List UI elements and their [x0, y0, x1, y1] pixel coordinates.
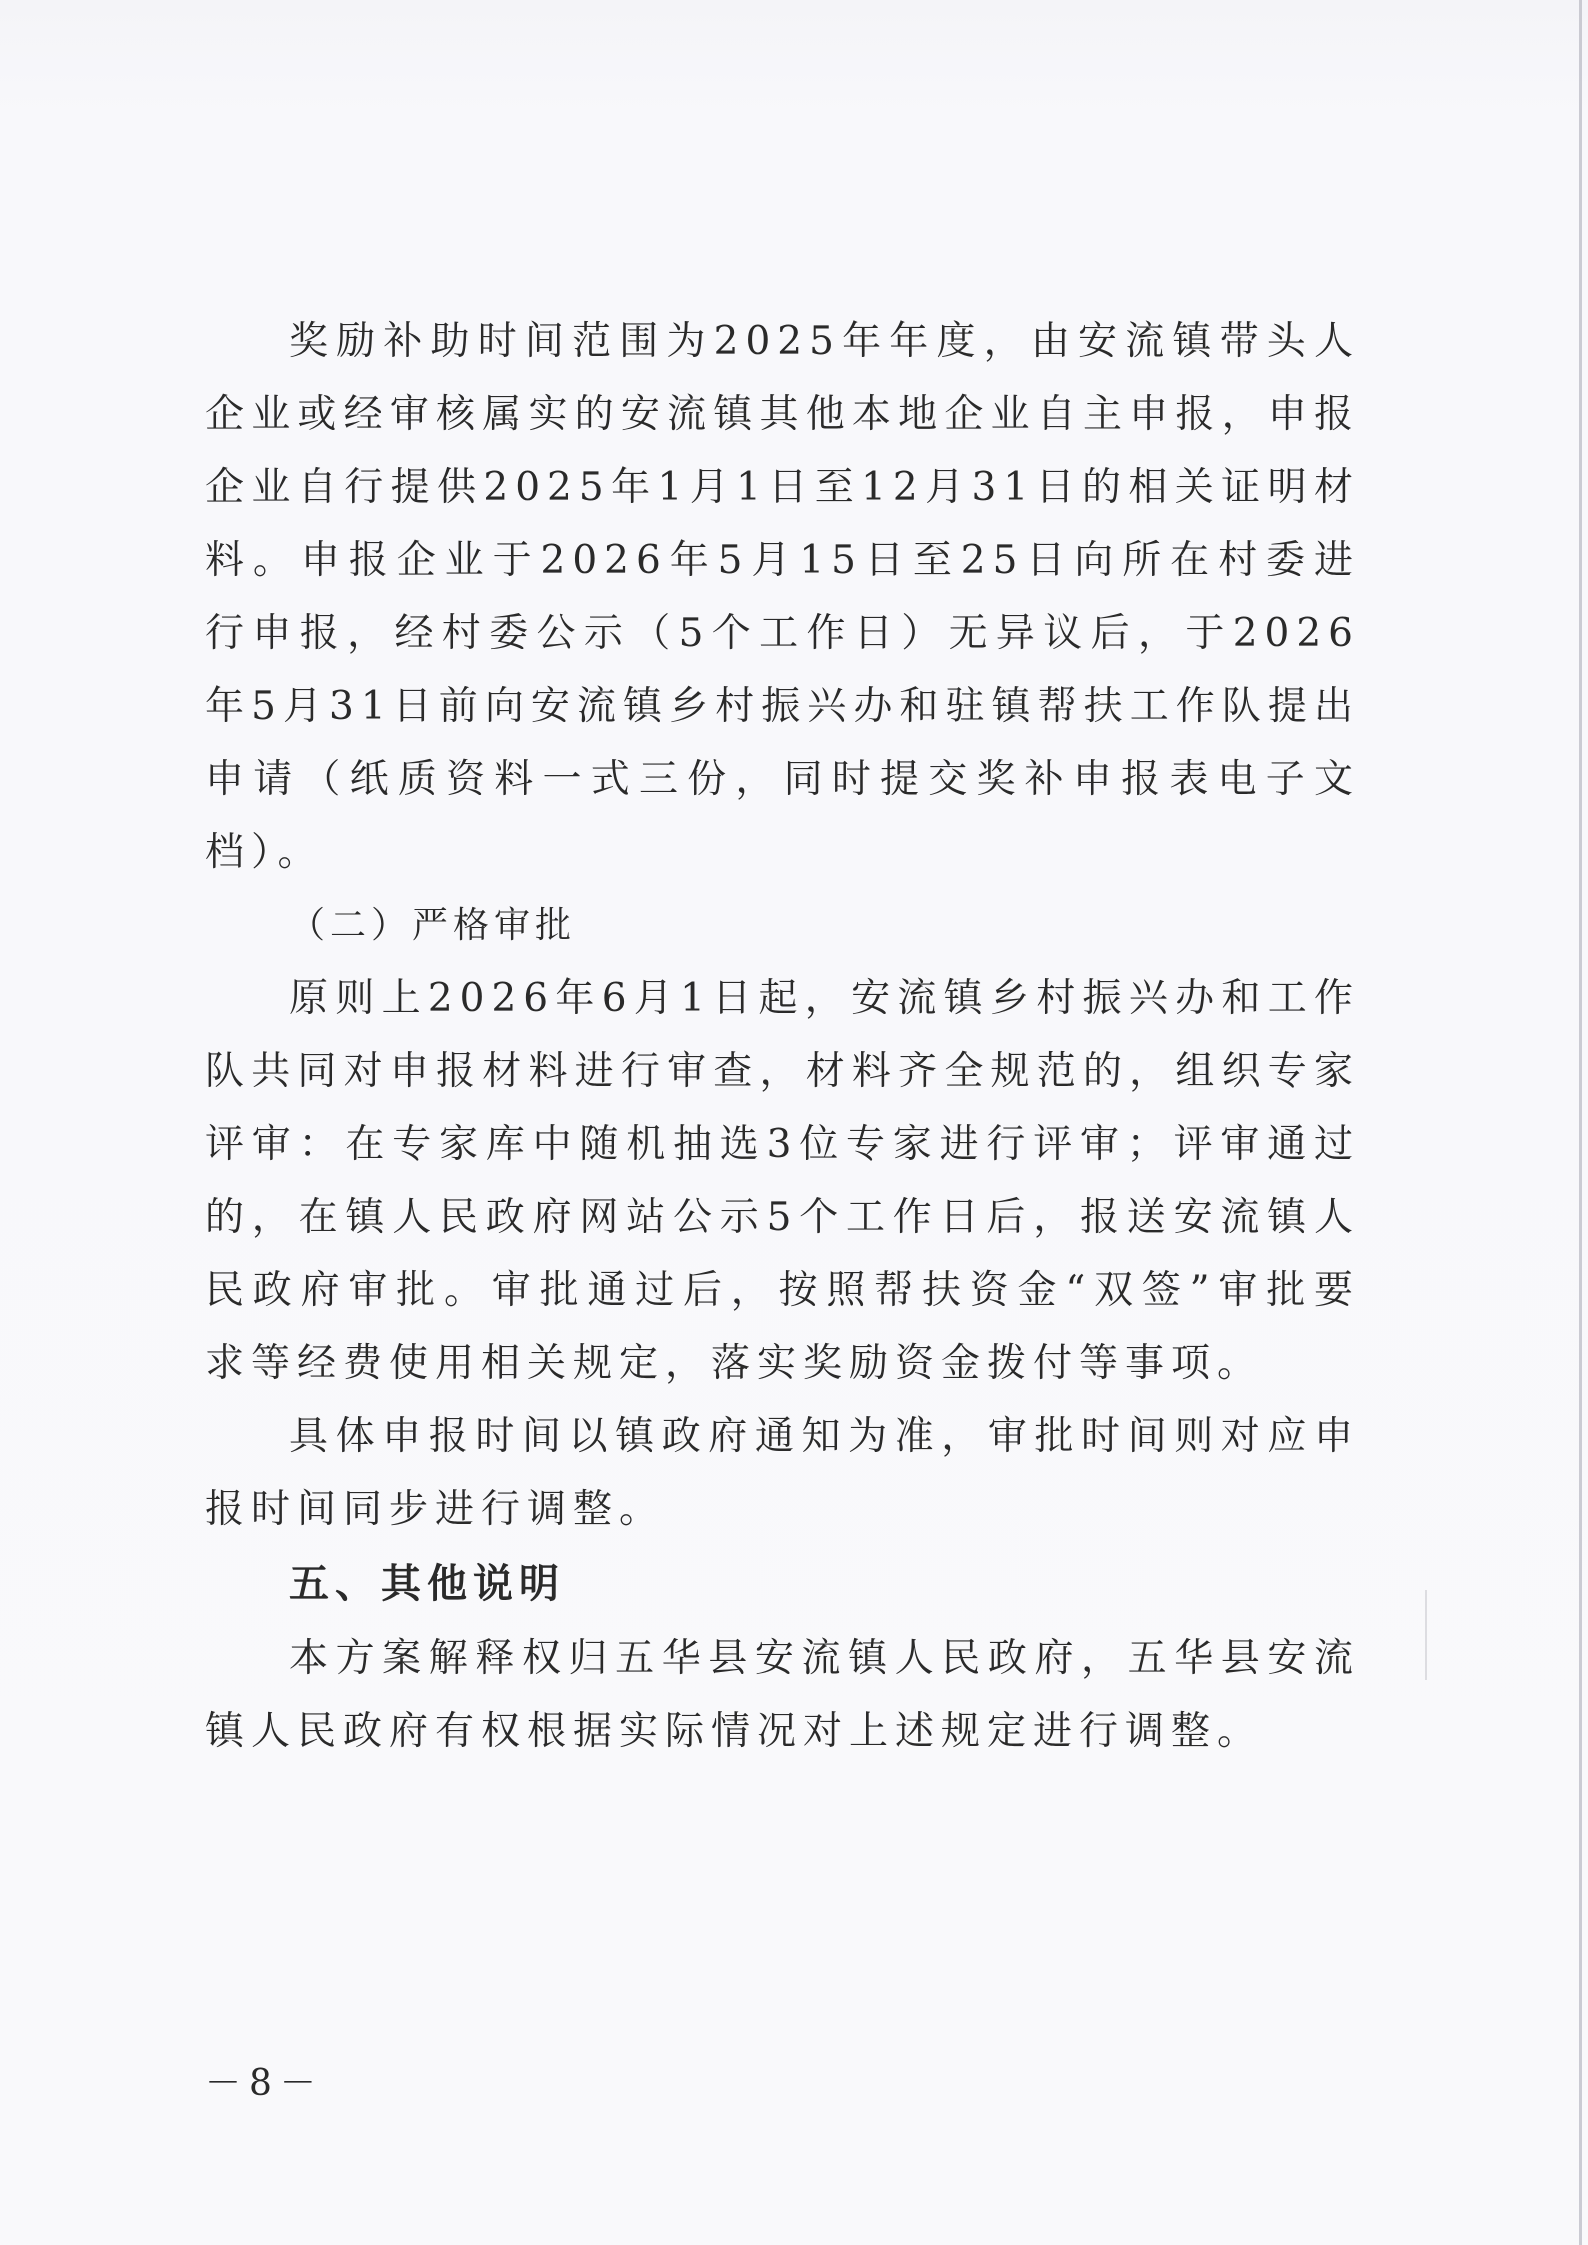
paragraph-time-adjustment: 具体申报时间以镇政府通知为准，审批时间则对应申报时间同步进行调整。 [205, 1414, 1360, 1532]
scan-mark [1425, 1590, 1427, 1680]
paragraph-application-period: 奖励补助时间范围为2025年年度，由安流镇带头人企业或经审核属实的安流镇其他本地企业自主申报，申报企业自行提供2025年1月1日至12月31日的相关证明材料。申报企业于2026年5月15日至25日向所在村委进行申报，经村委公示（5个工作日）无异议后，于2026年5月31日前向安流镇乡村振兴办和驻镇帮扶工作队提出申请（纸质资料一式三份，同时提交奖补申报表电子文档）。 [205, 319, 1360, 875]
page-number: －8－ [205, 2063, 324, 2104]
paragraph-interpretation-right: 本方案解释权归五华县安流镇人民政府，五华县安流镇人民政府有权根据实际情况对上述规定进行调整。 [205, 1636, 1360, 1754]
document-body [205, 305, 1360, 1768]
page-edge-shadow [1579, 0, 1582, 2245]
section-heading-other-notes: 五、其他说明 [289, 1561, 565, 1607]
subheading-strict-approval: （二）严格审批 [289, 905, 577, 946]
paragraph-approval-process: 原则上2026年6月1日起，安流镇乡村振兴办和工作队共同对申报材料进行审查，材料齐全规范的，组织专家评审：在专家库中随机抽选3位专家进行评审；评审通过的，在镇人民政府网站公示5个工作日后，报送安流镇人民政府审批。审批通过后，按照帮扶资金“双签”审批要求等经费使用相关规定，落实奖励资金拨付等事项。 [205, 976, 1360, 1386]
